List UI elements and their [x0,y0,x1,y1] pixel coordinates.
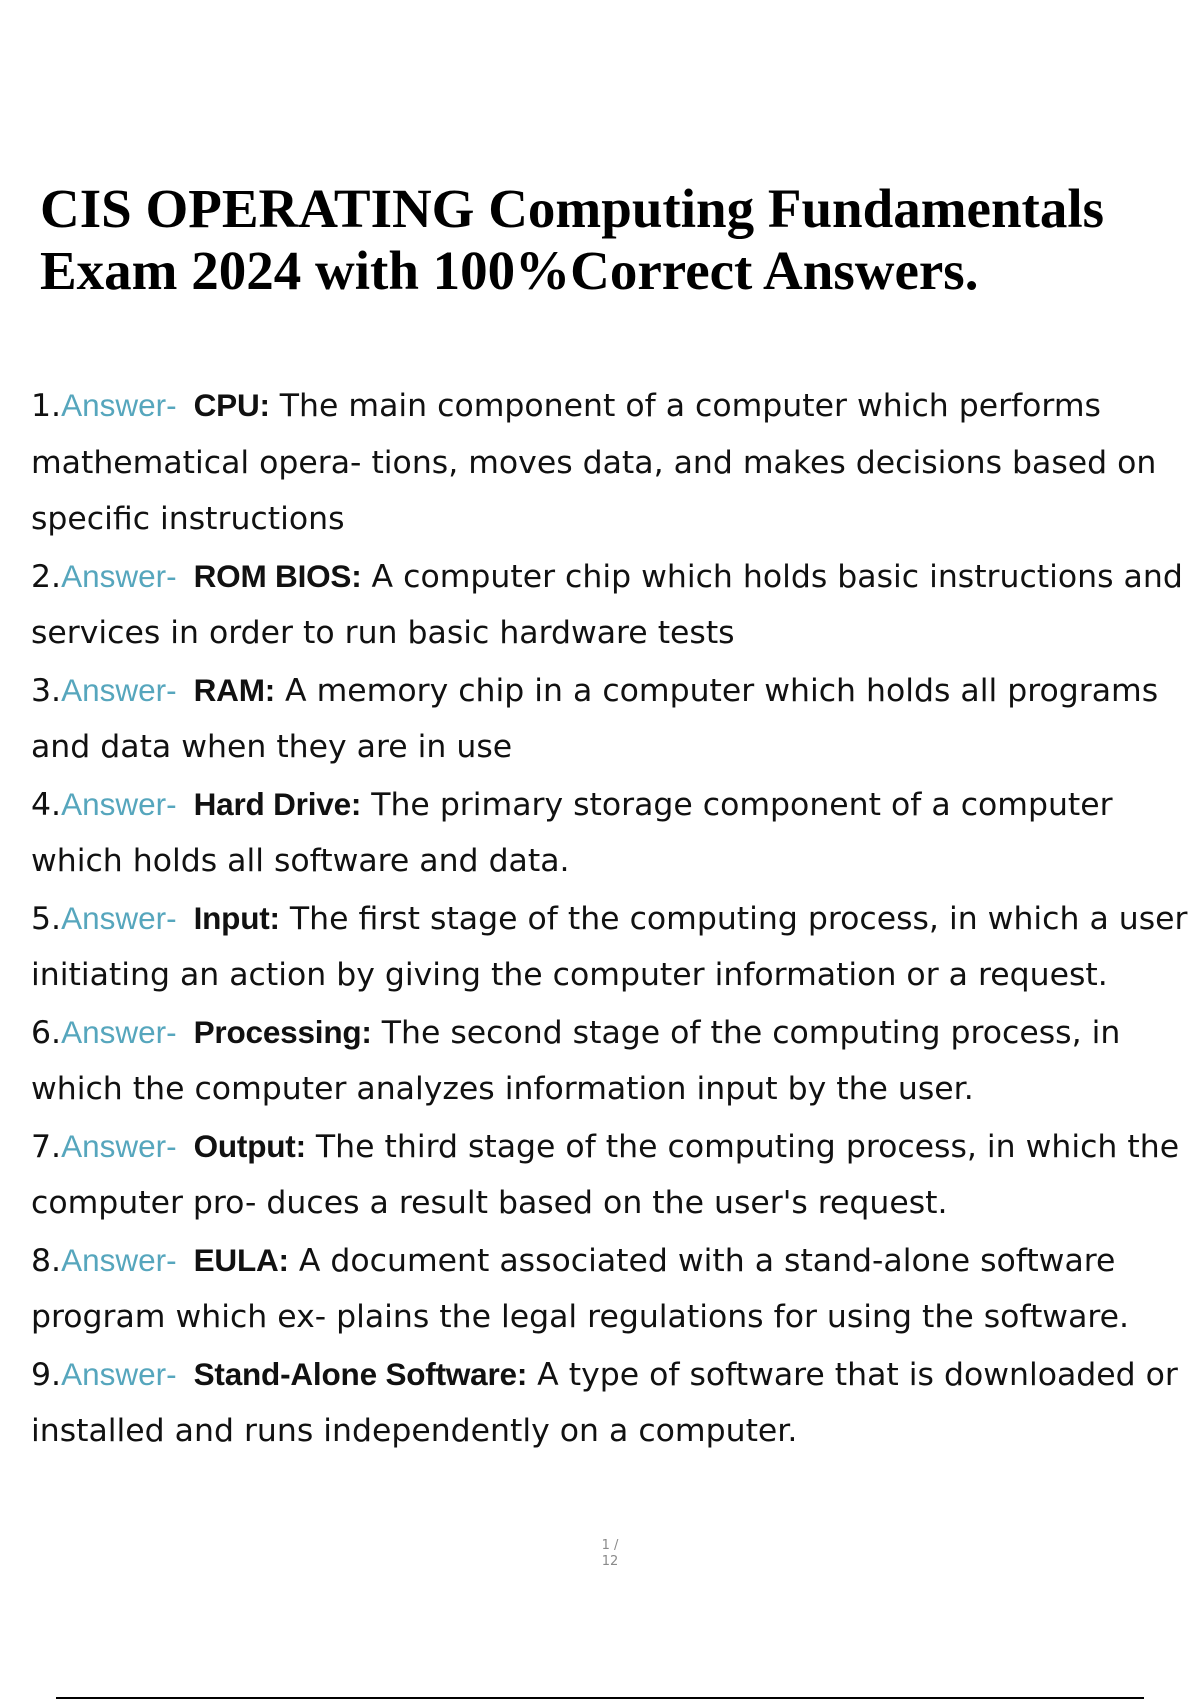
answer-label: Answer- [61,1241,177,1278]
answer-label: Answer- [61,1355,177,1392]
page-total: 12 [601,1554,619,1569]
term: RAM: [193,671,276,708]
definition: A type of software that is downloaded or installed and runs independently on a computer. [31,1356,1178,1449]
list-item [31,1232,1196,1346]
answer-label: Answer- [61,785,177,822]
item-number: 6. [31,1014,62,1051]
item-number: 1. [31,388,62,424]
definition: A computer chip which holds basic instructions and services in order to run basic hardware tests [31,558,1183,651]
answer-label: Answer- [61,671,177,708]
footer-divider [56,1697,1144,1699]
page-current: 1 / [601,1538,619,1553]
term: EULA: [193,1241,289,1278]
definition: The second stage of the computing process, in which the computer analyzes information input by the user. [31,1014,1121,1107]
definition: A memory chip in a computer which holds all programs and data when they are in use [31,672,1159,765]
answer-label: Answer- [61,1127,177,1164]
list-item [31,776,1196,890]
list-item [31,1004,1196,1118]
list-item [31,548,1196,662]
page-number [600,1538,620,1570]
answer-label: Answer- [61,899,177,936]
item-number: 7. [31,1128,62,1165]
item-number: 4. [31,786,62,823]
answer-label: Answer- [61,557,177,594]
list-item [31,377,1196,548]
item-number: 5. [31,900,62,937]
term: Stand-Alone Software: [193,1355,528,1392]
definition: The third stage of the computing process, in which the computer pro- duces a result based on the user's request. [31,1128,1180,1221]
definition: The primary storage component of a computer which holds all software and data. [31,786,1113,879]
list-item [31,662,1196,776]
term: Output: [193,1127,306,1164]
term: ROM BIOS: [193,557,362,594]
item-number: 2. [31,558,62,595]
title-line-2: Exam 2024 with 100%Correct Answers. [40,240,979,301]
list-item [31,890,1196,1004]
term: Hard Drive: [193,785,362,822]
question-answer-list [31,377,1196,1460]
answer-label: Answer- [61,387,177,423]
document-title [40,178,1160,302]
title-line-1: CIS OPERATING Computing Fundamentals [40,178,1105,239]
item-number: 9. [31,1356,62,1393]
item-number: 8. [31,1242,62,1279]
term: Input: [193,899,280,936]
answer-label: Answer- [61,1013,177,1050]
item-number: 3. [31,672,62,709]
term: CPU: [193,387,270,423]
term: Processing: [193,1013,372,1050]
list-item [31,1118,1196,1232]
definition: The main component of a computer which performs mathematical opera- tions, moves data, and makes decisions based on specific instructions [31,388,1157,537]
definition: A document associated with a stand-alone software program which ex- plains the legal regulations for using the software. [31,1242,1130,1335]
list-item [31,1346,1196,1460]
definition: The first stage of the computing process, in which a user initiating an action by giving the computer information or a request. [31,900,1188,993]
